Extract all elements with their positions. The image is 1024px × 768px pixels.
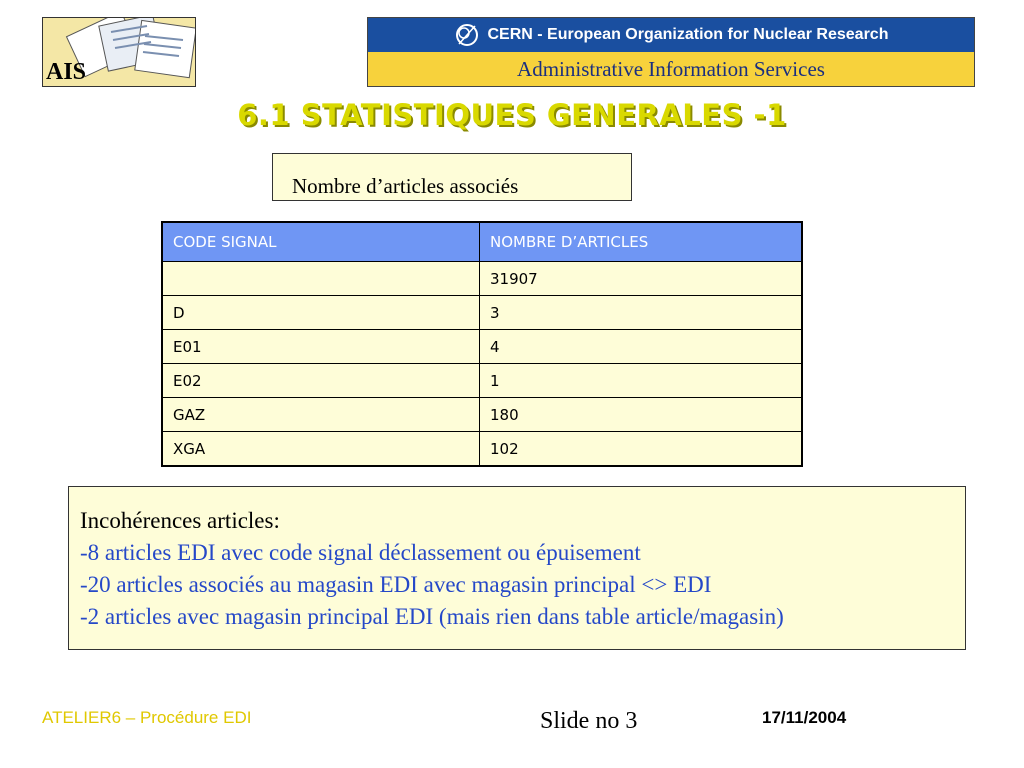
banner-top (368, 18, 974, 52)
notes-heading: Incohérences articles: (80, 508, 280, 533)
cell-code: GAZ (162, 398, 480, 432)
cell-code: E01 (162, 330, 480, 364)
footer-date: 17/11/2004 (762, 708, 847, 727)
cell-count: 3 (480, 296, 803, 330)
cern-banner (367, 17, 975, 87)
cell-count: 180 (480, 398, 803, 432)
table-row (162, 296, 802, 330)
subtitle-box (272, 153, 632, 201)
ais-logo (42, 17, 196, 87)
notes-item: -8 articles EDI avec code signal déclassement ou épuisement (80, 540, 641, 565)
cell-count: 31907 (480, 262, 803, 296)
cell-code (162, 262, 480, 296)
footer-workshop: ATELIER6 – Procédure EDI (42, 708, 252, 727)
cell-count: 1 (480, 364, 803, 398)
cern-logo-icon (454, 22, 480, 48)
subtitle-text: Nombre d’articles associés (292, 174, 519, 198)
notes-item: -2 articles avec magasin principal EDI (mais rien dans table article/magasin) (80, 604, 784, 629)
banner-top-text: CERN - European Organization for Nuclear Research (487, 26, 889, 43)
header-code-signal: CODE SIGNAL (162, 222, 480, 262)
stats-table (161, 221, 803, 467)
cell-count: 4 (480, 330, 803, 364)
inconsistencies-box (68, 486, 966, 650)
cell-code: D (162, 296, 480, 330)
header-nombre-articles: NOMBRE D’ARTICLES (480, 222, 803, 262)
cell-code: E02 (162, 364, 480, 398)
table-row (162, 364, 802, 398)
table-row (162, 432, 802, 467)
slide-title: 6.1 STATISTIQUES GENERALES -1 (237, 98, 787, 132)
table-row (162, 262, 802, 296)
cell-count: 102 (480, 432, 803, 467)
table-row (162, 330, 802, 364)
logo-text: AIS (46, 59, 87, 85)
banner-bottom (368, 52, 974, 86)
table-row (162, 398, 802, 432)
cell-code: XGA (162, 432, 480, 467)
table-header-row (162, 222, 802, 262)
footer-slide-number: Slide no 3 (540, 708, 638, 734)
banner-bottom-text: Administrative Information Services (517, 56, 825, 81)
notes-item: -20 articles associés au magasin EDI avec magasin principal <> EDI (80, 572, 712, 597)
